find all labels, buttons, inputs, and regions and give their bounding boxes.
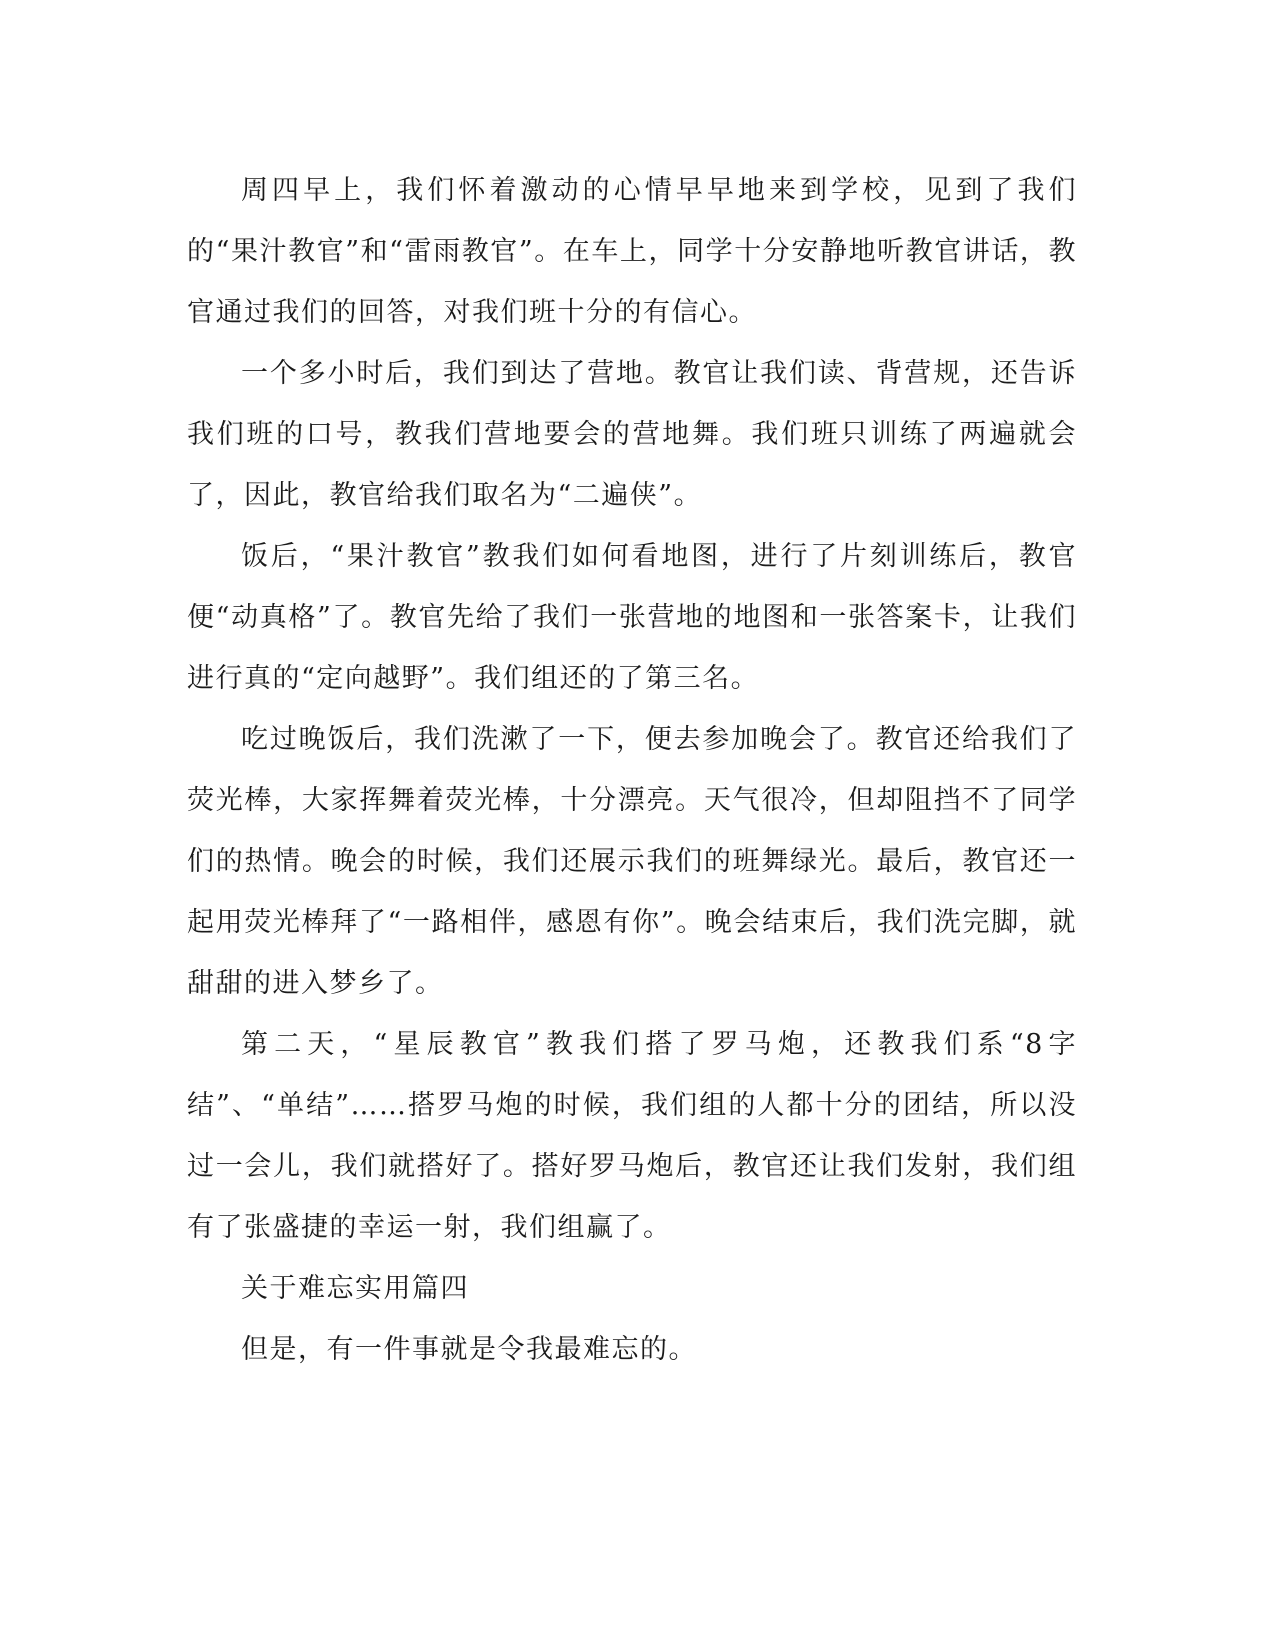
document-body: [187, 160, 1077, 1380]
paragraph-orienteering: 饭后，“果汁教官”教我们如何看地图，进行了片刻训练后，教官便“动真格”了。教官先给了我们一张营地的地图和一张答案卡，让我们进行真的“定向越野”。我们组还的了第三名。: [187, 541, 1077, 694]
paragraph-arrival: 周四早上，我们怀着激动的心情早早地来到学校，见到了我们的“果汁教官”和“雷雨教官”。在车上，同学十分安静地听教官讲话，教官通过我们的回答，对我们班十分的有信心。: [187, 175, 1077, 328]
paragraph-camp: 一个多小时后，我们到达了营地。教官让我们读、背营规，还告诉我们班的口号，教我们营地要会的营地舞。我们班只训练了两遍就会了，因此，教官给我们取名为“二遍侠”。: [187, 358, 1077, 511]
paragraph-second-day: 第二天，“星辰教官”教我们搭了罗马炮，还教我们系“8字结”、“单结”……搭罗马炮的时候，我们组的人都十分的团结，所以没过一会儿，我们就搭好了。搭好罗马炮后，教官还让我们发射，我们组有了张盛捷的幸运一射，我们组赢了。: [187, 1029, 1077, 1243]
section-heading: 关于难忘实用篇四: [241, 1273, 469, 1304]
paragraph-evening-party: 吃过晚饭后，我们洗漱了一下，便去参加晚会了。教官还给我们了荧光棒，大家挥舞着荧光棒，十分漂亮。天气很冷，但却阻挡不了同学们的热情。晚会的时候，我们还展示我们的班舞绿光。最后，教官还一起用荧光棒拜了“一路相伴，感恩有你”。晚会结束后，我们洗完脚，就甜甜的进入梦乡了。: [187, 724, 1077, 999]
paragraph-closing: 但是，有一件事就是令我最难忘的。: [241, 1334, 697, 1365]
